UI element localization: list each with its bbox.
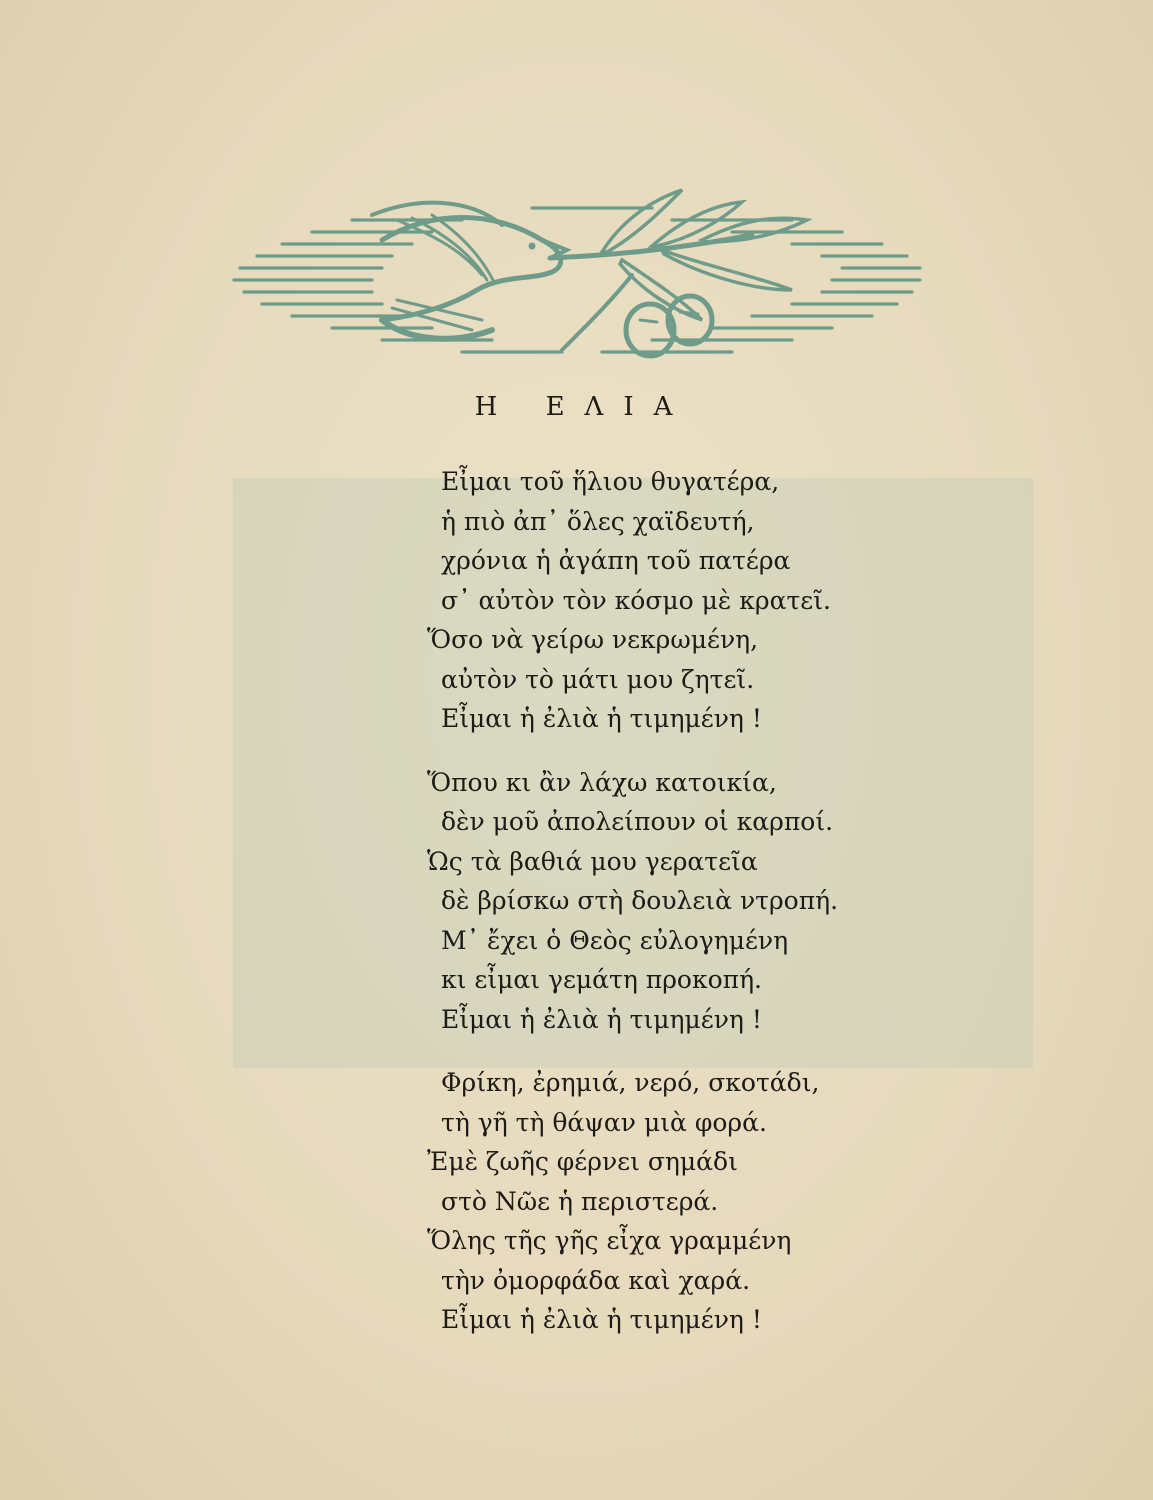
verse-line: ἡ πιὸ ἀπ᾽ ὅλες χαϊδευτή, [441, 506, 755, 536]
verse-line: δὲ βρίσκω στὴ δουλειὰ ντροπή. [441, 886, 839, 915]
verse-line: Ἐμὲ ζωῆς φέρνει σημάδι [427, 1147, 738, 1176]
poem-title: Η ΕΛΙΑ [474, 392, 693, 422]
verse-line: Ὅπου κι ἂν λάχω κατοικία, [427, 767, 777, 797]
verse-line: Εἶμαι ἡ ἐλιὰ ἡ τιμημένη ! [441, 1004, 762, 1034]
verse-line: τὴ γῆ τὴ θάψαν μιὰ φορά. [441, 1107, 767, 1137]
verse-line: Ὅλης τῆς γῆς εἶχα γραμμένη [427, 1226, 792, 1255]
stanza-3 [427, 1063, 1001, 1340]
verse-line: Ὅσο νὰ γείρω νεκρωμένη, [427, 625, 759, 654]
poem-body [427, 462, 1001, 1364]
verse-line: σ᾽ αὐτὸν τὸν κόσμο μὲ κρατεῖ. [441, 585, 831, 615]
verse-line: χρόνια ἡ ἀγάπη τοῦ πατέρα [441, 546, 791, 575]
verse-line: Ὡς τὰ βαθιά μου γερατεῖα [427, 846, 758, 876]
verse-line: Μ᾽ ἔχει ὁ Θεὸς εὐλογημένη [441, 925, 789, 955]
verse-line: Φρίκη, ἐρημιά, νερό, σκοτάδι, [441, 1068, 820, 1097]
verse-line: στὸ Νῶε ἡ περιστερά. [441, 1186, 719, 1216]
verse-line: δὲν μοῦ ἀπολείπουν οἱ καρποί. [441, 807, 834, 836]
dove-olive-branch-icon [232, 180, 922, 370]
verse-line: κι εἶμαι γεμάτη προκοπή. [441, 965, 762, 994]
verse-line: Εἶμαι ἡ ἐλιὰ ἡ τιμημένη ! [441, 704, 762, 733]
verse-line: Εἶμαι ἡ ἐλιὰ ἡ τιμημένη ! [441, 1305, 762, 1334]
verse-line: Εἶμαι τοῦ ἥλιου θυγατέρα, [441, 467, 780, 496]
stanza-2 [427, 763, 1001, 1040]
verse-line: τὴν ὀμορφάδα καὶ χαρά. [441, 1265, 751, 1295]
verse-line: αὐτὸν τὸ μάτι μου ζητεῖ. [441, 664, 755, 694]
stanza-1 [427, 462, 1001, 739]
